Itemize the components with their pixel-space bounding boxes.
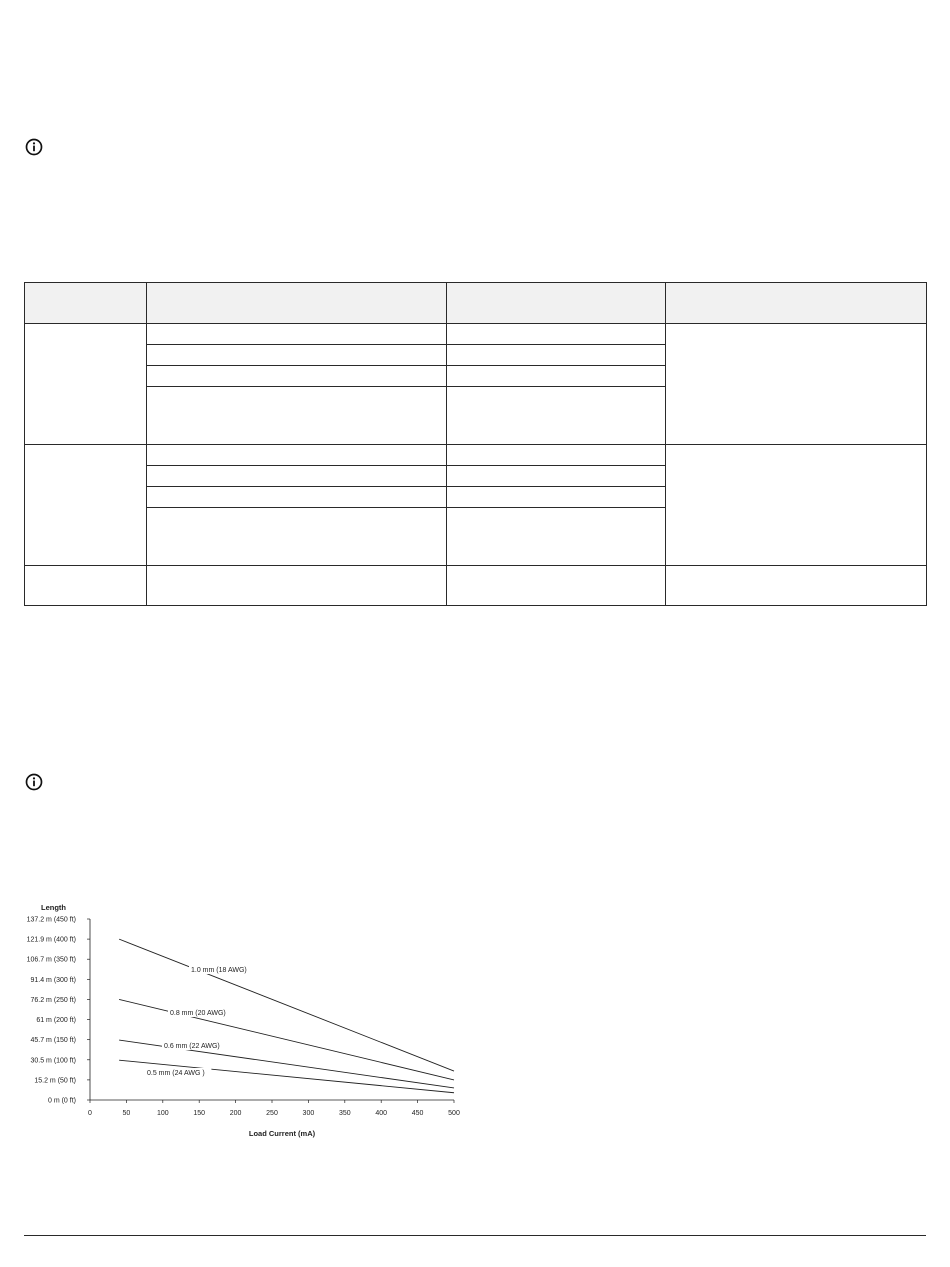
table-cell: [147, 445, 447, 466]
series-label: 0.8 mm (20 AWG): [170, 1010, 226, 1017]
x-tick-label: 200: [229, 1110, 242, 1117]
x-tick-label: 150: [193, 1110, 206, 1117]
header-cell: [25, 283, 147, 324]
table-cell: [147, 566, 447, 606]
footer-rule: [24, 1235, 926, 1236]
group-cell: [25, 445, 147, 566]
table-cell: [666, 566, 927, 606]
table-cell: [147, 324, 447, 345]
y-tick-label: 137.2 m (450 ft): [26, 916, 76, 924]
y-tick-label: 30.5 m (100 ft): [30, 1057, 76, 1065]
y-tick-label: 76.2 m (250 ft): [30, 996, 76, 1004]
x-tick-label: 450: [411, 1110, 424, 1117]
y-tick-label: 121.9 m (400 ft): [26, 936, 76, 944]
specification-table: [24, 282, 927, 606]
table-cell: [25, 566, 147, 606]
header-cell: [447, 283, 666, 324]
x-tick-label: 100: [156, 1110, 169, 1117]
table-cell: [147, 508, 447, 566]
table-row: [25, 324, 927, 345]
info-circle-icon: [24, 137, 44, 157]
series-label: 0.6 mm (22 AWG): [164, 1043, 220, 1050]
x-tick-label: 400: [375, 1110, 388, 1117]
table-cell: [147, 387, 447, 445]
group-note-cell: [666, 445, 927, 566]
x-tick-label: 250: [266, 1110, 278, 1117]
table-cell: [447, 345, 666, 366]
y-tick-label: 91.4 m (300 ft): [30, 976, 76, 984]
table-cell: [447, 508, 666, 566]
header-cell: [666, 283, 927, 324]
table-cell: [147, 466, 447, 487]
x-axis-label: Load Current (mA): [248, 1129, 316, 1138]
table-cell: [447, 445, 666, 466]
series-label: 1.0 mm (18 AWG): [191, 967, 247, 974]
group-cell: [25, 324, 147, 445]
x-tick-label: 500: [448, 1110, 460, 1117]
wire-length-chart: [0, 895, 480, 1145]
y-tick-label: 45.7 m (150 ft): [30, 1037, 76, 1045]
table-cell: [447, 566, 666, 606]
x-tick-label: 300: [302, 1110, 315, 1117]
series-label: 0.5 mm (24 AWG ): [147, 1070, 205, 1077]
table-cell: [447, 387, 666, 445]
y-tick-label: 106.7 m (350 ft): [26, 956, 76, 964]
y-tick-label: 61 m (200 ft): [36, 1017, 76, 1025]
table-row: [25, 445, 927, 466]
y-tick-label: 15.2 m (50 ft): [34, 1077, 76, 1085]
info-circle-icon: [24, 772, 44, 792]
table-cell: [447, 366, 666, 387]
x-tick-label: 50: [122, 1110, 131, 1117]
table-header-row: [25, 283, 927, 324]
table-cell: [147, 487, 447, 508]
x-tick-label: 350: [338, 1110, 351, 1117]
chart-title: Length: [41, 903, 66, 912]
x-tick-label: 0: [88, 1110, 92, 1117]
table-cell: [447, 466, 666, 487]
y-tick-label: 0 m (0 ft): [47, 1097, 76, 1105]
table-cell: [447, 487, 666, 508]
table-cell: [147, 366, 447, 387]
table-row: [25, 566, 927, 606]
group-note-cell: [666, 324, 927, 445]
table-cell: [147, 345, 447, 366]
header-cell: [147, 283, 447, 324]
table-cell: [447, 324, 666, 345]
series-line: [119, 939, 454, 1071]
